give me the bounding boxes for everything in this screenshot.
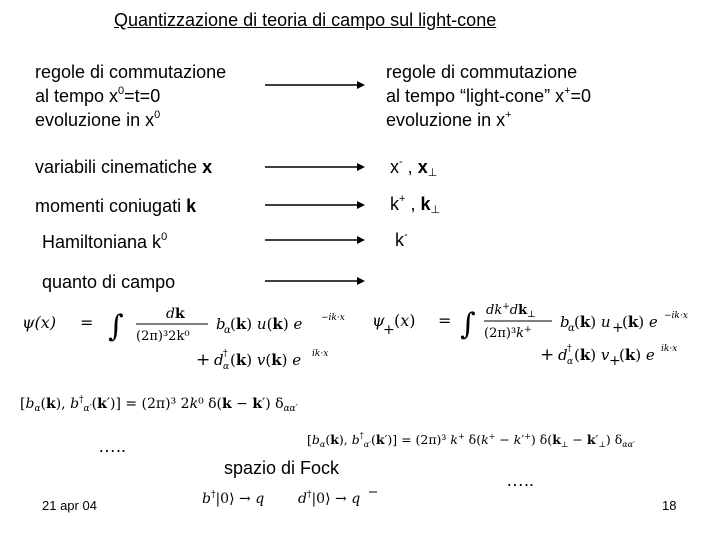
right-hamiltoniana: k-	[395, 229, 408, 250]
svg-text:k: k	[175, 306, 185, 322]
left-line-1: regole di commutazione	[35, 62, 227, 82]
right-line-2: al tempo “light-cone” x+=0	[386, 85, 592, 106]
page-number: 18	[662, 498, 677, 513]
svg-text:=: =	[438, 311, 452, 330]
left-commutation-block	[35, 60, 226, 132]
right-commutation-block	[386, 60, 591, 132]
ellipsis-left: …..	[98, 436, 127, 456]
svg-text:b†|0⟩ → q: b†|0⟩ → q	[202, 490, 265, 507]
quanto-di-campo: quanto di campo	[42, 272, 176, 292]
svg-text:(k) v: (k) v	[574, 346, 610, 364]
svg-text:+: +	[612, 320, 624, 336]
equation-comm-left	[18, 388, 328, 418]
left-variabili: variabili cinematiche x	[35, 157, 213, 177]
page-title: Quantizzazione di teoria di campo sul light-cone	[114, 10, 497, 30]
svg-text:+: +	[196, 350, 211, 370]
svg-text:∫: ∫	[460, 307, 476, 342]
svg-text:(k) e: (k) e	[622, 313, 658, 331]
svg-text:α: α	[224, 325, 231, 336]
equation-fock	[200, 484, 390, 512]
fock-space-label: spazio di Fock	[224, 458, 340, 478]
svg-text:(x): (x)	[394, 311, 416, 330]
equation-psi-right	[368, 296, 708, 370]
right-variabili: x- , $x_\perp$	[390, 156, 438, 179]
svg-text:†: †	[223, 349, 228, 359]
svg-text:d: d	[214, 351, 224, 369]
left-momenti: momenti coniugati k	[35, 196, 197, 216]
right-line-3: evoluzione in x+	[386, 109, 512, 130]
svg-text:α: α	[223, 362, 230, 372]
left-hamiltoniana: Hamiltoniana $k^0$	[42, 231, 168, 252]
svg-text:−ik·x: −ik·x	[664, 311, 688, 321]
svg-text:∫: ∫	[108, 309, 124, 344]
svg-text:=: =	[80, 313, 94, 332]
svg-text:+: +	[609, 353, 621, 369]
svg-text:(k) u: (k) u	[574, 313, 611, 331]
svg-text:d: d	[166, 306, 175, 322]
svg-text:(2π)³k+: (2π)³k+	[484, 325, 532, 341]
svg-text:†: †	[567, 344, 572, 354]
svg-text:+: +	[540, 345, 555, 365]
svg-text:b: b	[560, 313, 570, 331]
svg-text:(k) e: (k) e	[619, 346, 655, 364]
svg-text:(k) u(k) e: (k) u(k) e	[230, 315, 303, 333]
svg-text:−ik·x: −ik·x	[321, 313, 345, 323]
svg-text:α: α	[568, 323, 575, 334]
equation-comm-right	[305, 426, 715, 454]
svg-text:ik·x: ik·x	[312, 349, 329, 359]
svg-text:ik·x: ik·x	[661, 344, 678, 354]
right-line-1: regole di commutazione	[386, 62, 578, 82]
svg-text:[bα(k), b†α′(k′)] = (2π)³ k+ δ: [$b_\alpha(k)$, $b^\dagger_{\alpha'}(k')] = (2\pi)^3$ k+ δ(k+ − k′+) $\delta(k_\perp - k'_\perp)$ $\delta_{\alpha\alpha'}$	[307, 431, 635, 449]
left-line-2: al tempo $x^0=t=0$	[35, 85, 161, 106]
left-line-3: evoluzione in $x^0$	[35, 109, 161, 130]
footer-date: 21 apr 04	[42, 498, 97, 513]
svg-text:b: b	[216, 315, 226, 333]
svg-text:d: d	[558, 346, 568, 364]
equation-psi-left	[18, 298, 345, 380]
svg-text:α: α	[567, 357, 574, 367]
svg-text:d†|0⟩ → q: d†|0⟩ → q	[298, 490, 361, 507]
svg-text:ψ(x): ψ(x)	[22, 313, 57, 332]
right-momenti: k+ , $k_\perp$	[390, 193, 441, 216]
svg-text:[bα(k), b†α′(k′)] = (2π)³ 2k⁰: [$b_\alpha(k)$, $b^\dagger_{\alpha'}(k')] = (2\pi)^3$ 2k⁰ δ(k − k′) $\delta_{\alpha\alpha'}$	[20, 395, 298, 414]
svg-text:(2π)³2k⁰: (2π)³2k⁰	[136, 329, 190, 344]
svg-text:dk+dk⊥: $dk^+dk_\perp$	[486, 302, 536, 320]
svg-text:(k) v(k) e: (k) v(k) e	[230, 351, 302, 369]
svg-text:ψ: ψ	[372, 311, 385, 330]
ellipsis-right: …..	[506, 470, 535, 490]
svg-text:+: +	[383, 322, 395, 338]
